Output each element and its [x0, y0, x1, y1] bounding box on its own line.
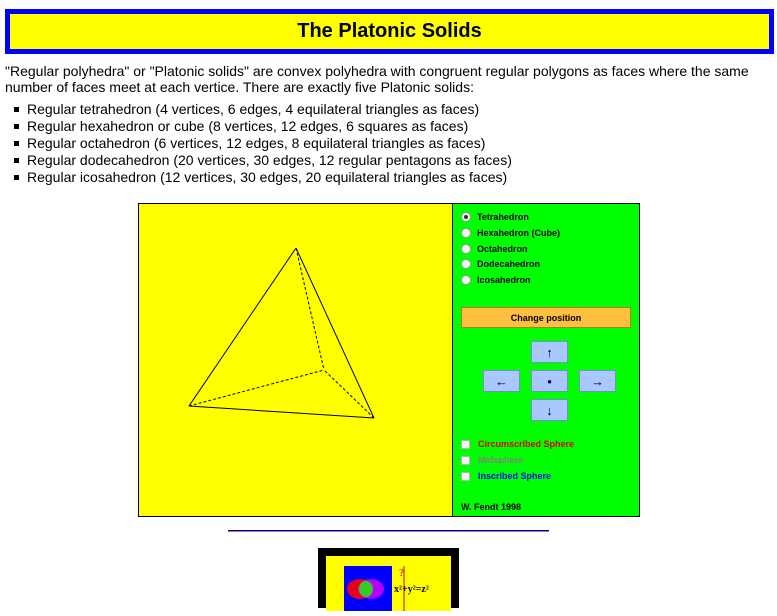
edge-hidden — [324, 370, 374, 418]
math-logo-icon — [326, 556, 451, 611]
midsphere-toggle[interactable] — [461, 453, 523, 467]
list-item-text: Regular hexahedron or cube (8 vertices, 12 edges, 6 squares as faces) — [27, 118, 469, 134]
radio-label: Octahedron — [477, 244, 528, 254]
edge-visible — [189, 406, 374, 418]
logo-symbol: ? — [399, 567, 404, 579]
checkbox[interactable] — [461, 440, 470, 449]
logo-formula: x²+y²=z² — [394, 584, 429, 595]
radio-button[interactable] — [461, 259, 471, 269]
tetrahedron-drawing — [139, 204, 452, 516]
arrow-up-icon: ↑ — [546, 344, 553, 360]
list-item-text: Regular dodecahedron (20 vertices, 30 edges, 12 regular pentagons as faces) — [27, 152, 512, 168]
bullet-icon — [14, 124, 19, 129]
radio-octahedron[interactable] — [461, 242, 528, 256]
radio-label: Hexahedron (Cube) — [477, 228, 561, 238]
arrow-down-button[interactable] — [531, 399, 568, 421]
radio-button-checked[interactable] — [461, 212, 471, 222]
arrow-right-button[interactable] — [579, 370, 616, 392]
checkbox-label: Circumscribed Sphere — [478, 439, 575, 449]
edge-hidden — [296, 248, 324, 370]
solids-list — [8, 101, 512, 186]
horizontal-rule — [228, 530, 549, 532]
list-item — [8, 169, 512, 186]
arrow-left-button[interactable] — [483, 370, 520, 392]
radio-tetrahedron[interactable] — [461, 210, 529, 224]
radio-icosahedron[interactable] — [461, 273, 531, 287]
bullet-icon — [14, 141, 19, 146]
title-banner — [5, 9, 774, 54]
solid-canvas[interactable] — [139, 204, 453, 516]
control-panel — [453, 204, 639, 516]
change-position-button[interactable]: Change position — [461, 307, 631, 328]
arrow-down-icon: ↓ — [546, 402, 553, 418]
radio-button[interactable] — [461, 244, 471, 254]
bullet-icon — [14, 107, 19, 112]
radio-button[interactable] — [461, 275, 471, 285]
arrow-up-button[interactable] — [531, 341, 568, 363]
center-dot-icon: • — [547, 373, 552, 389]
list-item-text: Regular icosahedron (12 vertices, 30 edges, 20 equilateral triangles as faces) — [27, 169, 508, 185]
intro-paragraph: "Regular polyhedra" or "Platonic solids" are convex polyhedra with congruent regular polygons as faces where the same number of faces meet at each vertice. There are exactly five Platonic solids: — [5, 63, 749, 95]
bullet-icon — [14, 158, 19, 163]
logo-image — [326, 556, 451, 611]
platonic-solids-applet — [138, 203, 640, 517]
radio-dodecahedron[interactable] — [461, 257, 540, 271]
radio-label: Dodecahedron — [477, 259, 541, 269]
radio-hexahedron[interactable] — [461, 226, 560, 240]
homepage-logo-link[interactable] — [318, 548, 459, 608]
checkbox[interactable] — [461, 472, 470, 481]
edge-visible — [296, 248, 374, 418]
radio-label: Icosahedron — [477, 275, 531, 285]
checkbox-label: Midsphere — [478, 455, 524, 465]
checkbox[interactable] — [461, 456, 470, 465]
page-title: The Platonic Solids — [297, 20, 482, 42]
radio-label: Tetrahedron — [477, 212, 529, 222]
list-item — [8, 101, 512, 118]
list-item — [8, 135, 512, 152]
edge-visible — [189, 248, 296, 406]
inscribed-sphere-toggle[interactable] — [461, 469, 551, 483]
arrow-right-icon: → — [591, 373, 604, 389]
list-item-text: Regular octahedron (6 vertices, 12 edges, 8 equilateral triangles as faces) — [27, 135, 486, 151]
list-item — [8, 118, 512, 135]
circumscribed-sphere-toggle[interactable] — [461, 437, 574, 451]
center-button[interactable] — [531, 370, 568, 392]
author-credit: W. Fendt 1998 — [461, 502, 522, 512]
list-item — [8, 152, 512, 169]
bullet-icon — [14, 175, 19, 180]
checkbox-label: Inscribed Sphere — [478, 471, 552, 481]
radio-button[interactable] — [461, 228, 471, 238]
arrow-left-icon: ← — [495, 373, 508, 389]
list-item-text: Regular tetrahedron (4 vertices, 6 edges, 4 equilateral triangles as faces) — [27, 101, 480, 117]
